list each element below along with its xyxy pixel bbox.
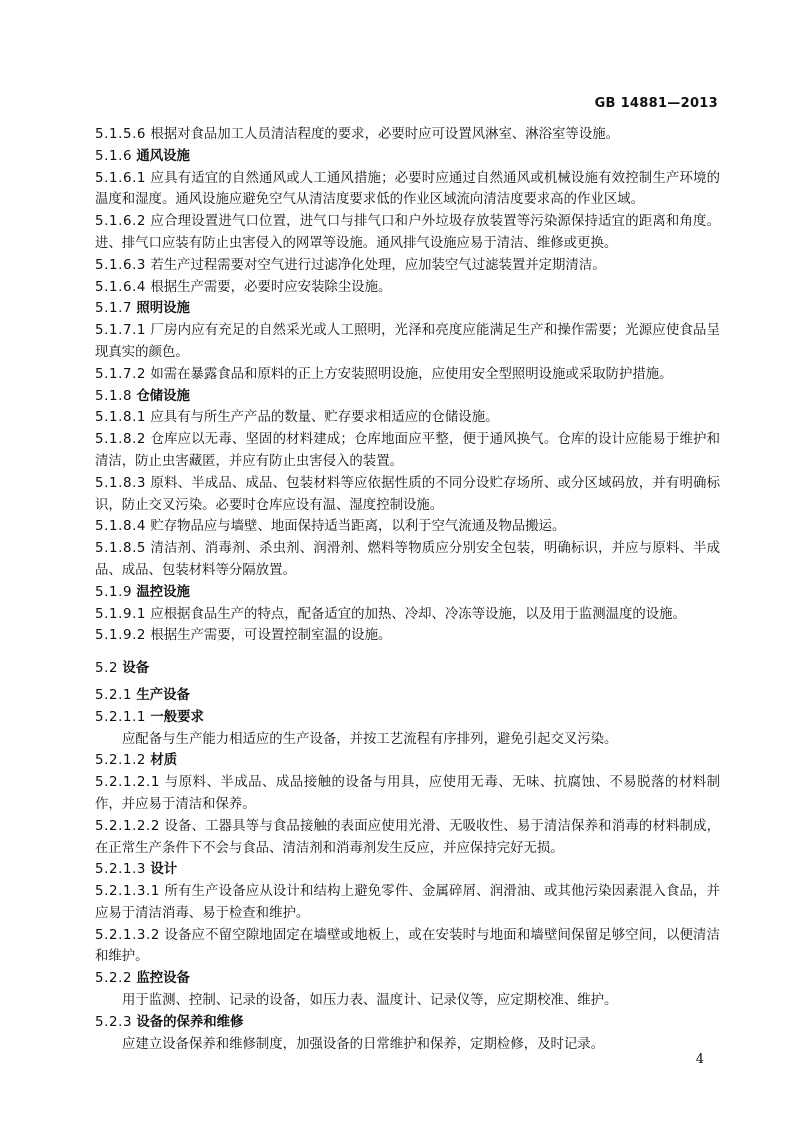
clause-5-1-8-1: 5.1.8.1 应具有与所生产产品的数量、贮存要求相适应的仓储设施。: [95, 410, 499, 426]
heading-5-2-2: 5.2.2 监控设备: [95, 971, 190, 987]
document-body: [95, 124, 720, 1055]
heading-5-2-1-1: 5.2.1.1 一般要求: [95, 709, 204, 725]
clause-5-1-7-1: 5.1.7.1 厂房内应有充足的自然采光或人工照明，光泽和亮度应能满足生产和操作需要；光源应使食品呈现真实的颜色。: [95, 323, 720, 360]
clause-5-1-5-6: 5.1.5.6 根据对食品加工人员清洁程度的要求，必要时应可设置风淋室、淋浴室等设施。: [95, 127, 619, 142]
paragraph-5-2-1-1: 应配备与生产能力相适应的生产设备，并按工艺流程有序排列，避免引起交叉污染。: [122, 731, 618, 747]
heading-5-1-6: 5.1.6 通风设施: [95, 148, 190, 164]
clause-5-1-7-2: 5.1.7.2 如需在暴露食品和原料的正上方安装照明设施，应使用安全型照明设施或采取防护措施。: [95, 366, 673, 382]
clause-5-1-6-1: 5.1.6.1 应具有适宜的自然通风或人工通风措施；必要时应通过自然通风或机械设施有效控制生产环境的温度和湿度。通风设施应避免空气从清洁度要求低的作业区域流向清洁度要求高的作业区域。: [95, 170, 720, 208]
page-number: 4: [695, 1052, 704, 1067]
heading-5-1-9: 5.1.9 温控设施: [95, 584, 190, 600]
clause-5-1-6-2: 5.1.6.2 应合理设置进气口位置，进气口与排气口和户外垃圾存放装置等污染源保持适宜的距离和角度。进、排气口应装有防止虫害侵入的网罩等设施。通风排气设施应易于清洁、维修或更换。: [95, 214, 720, 251]
heading-5-1-7: 5.1.7 照明设施: [95, 301, 190, 317]
clause-5-1-8-5: 5.1.8.5 清洁剂、消毒剂、杀虫剂、润滑剂、燃料等物质应分别安全包装，明确标识，并应与原料、半成品、成品、包装材料等分隔放置。: [95, 541, 720, 578]
clause-5-1-9-2: 5.1.9.2 根据生产需要，可设置控制室温的设施。: [95, 628, 392, 644]
paragraph-5-2-2: 用于监测、控制、记录的设备，如压力表、温度计、记录仪等，应定期校准、维护。: [122, 993, 618, 1009]
clause-5-1-8-3: 5.1.8.3 原料、半成品、成品、包装材料等应依据性质的不同分设贮存场所、或分区域码放，并有明确标识，防止交叉污染。必要时仓库应设有温、湿度控制设施。: [95, 475, 720, 513]
paragraph-5-2-3: 应建立设备保养和维修制度，加强设备的日常维护和保养，定期检修，及时记录。: [122, 1036, 605, 1052]
clause-5-2-1-2-1: 5.2.1.2.1 与原料、半成品、成品接触的设备与用具，应使用无毒、无味、抗腐蚀、不易脱落的材料制作，并应易于清洁和保养。: [95, 775, 720, 812]
clause-5-1-8-2: 5.1.8.2 仓库应以无毒、坚固的材料建成；仓库地面应平整，便于通风换气。仓库的设计应能易于维护和清洁，防止虫害藏匿，并应有防止虫害侵入的装置。: [95, 432, 720, 469]
heading-5-2: 5.2 设备: [95, 661, 150, 677]
clause-5-2-1-2-2: 5.2.1.2.2 设备、工器具等与食品接触的表面应使用光滑、无吸收性、易于清洁保养和消毒的材料制成，在正常生产条件下不会与食品、清洁剂和消毒剂发生反应，并应保持完好无损。: [95, 818, 720, 856]
heading-5-2-1-2: 5.2.1.2 材质: [95, 753, 178, 769]
heading-5-2-1: 5.2.1 生产设备: [95, 687, 190, 703]
heading-5-2-3: 5.2.3 设备的保养和维修: [95, 1014, 244, 1030]
clause-5-1-6-3: 5.1.6.3 若生产过程需要对空气进行过滤净化处理，应加装空气过滤装置并定期清洁。: [95, 257, 606, 273]
clause-5-1-6-4: 5.1.6.4 根据生产需要，必要时应安装除尘设施。: [95, 279, 392, 295]
heading-5-2-1-3: 5.2.1.3 设计: [95, 862, 178, 878]
clause-5-1-9-1: 5.1.9.1 应根据食品生产的特点，配备适宜的加热、冷却、冷冻等设施，以及用于监测温度的设施。: [95, 606, 686, 622]
clause-5-2-1-3-2: 5.2.1.3.2 设备应不留空隙地固定在墙壁或地板上，或在安装时与地面和墙壁间保留足够空间，以便清洁和维护。: [95, 927, 720, 965]
standard-code: GB 14881—2013: [594, 96, 718, 111]
clause-5-2-1-3-1: 5.2.1.3.1 所有生产设备应从设计和结构上避免零件、金属碎屑、润滑油、或其他污染因素混入食品，并应易于清洁消毒、易于检查和维护。: [95, 884, 720, 921]
clause-5-1-8-4: 5.1.8.4 贮存物品应与墙壁、地面保持适当距离，以利于空气流通及物品搬运。: [95, 519, 566, 535]
heading-5-1-8: 5.1.8 仓储设施: [95, 388, 190, 404]
